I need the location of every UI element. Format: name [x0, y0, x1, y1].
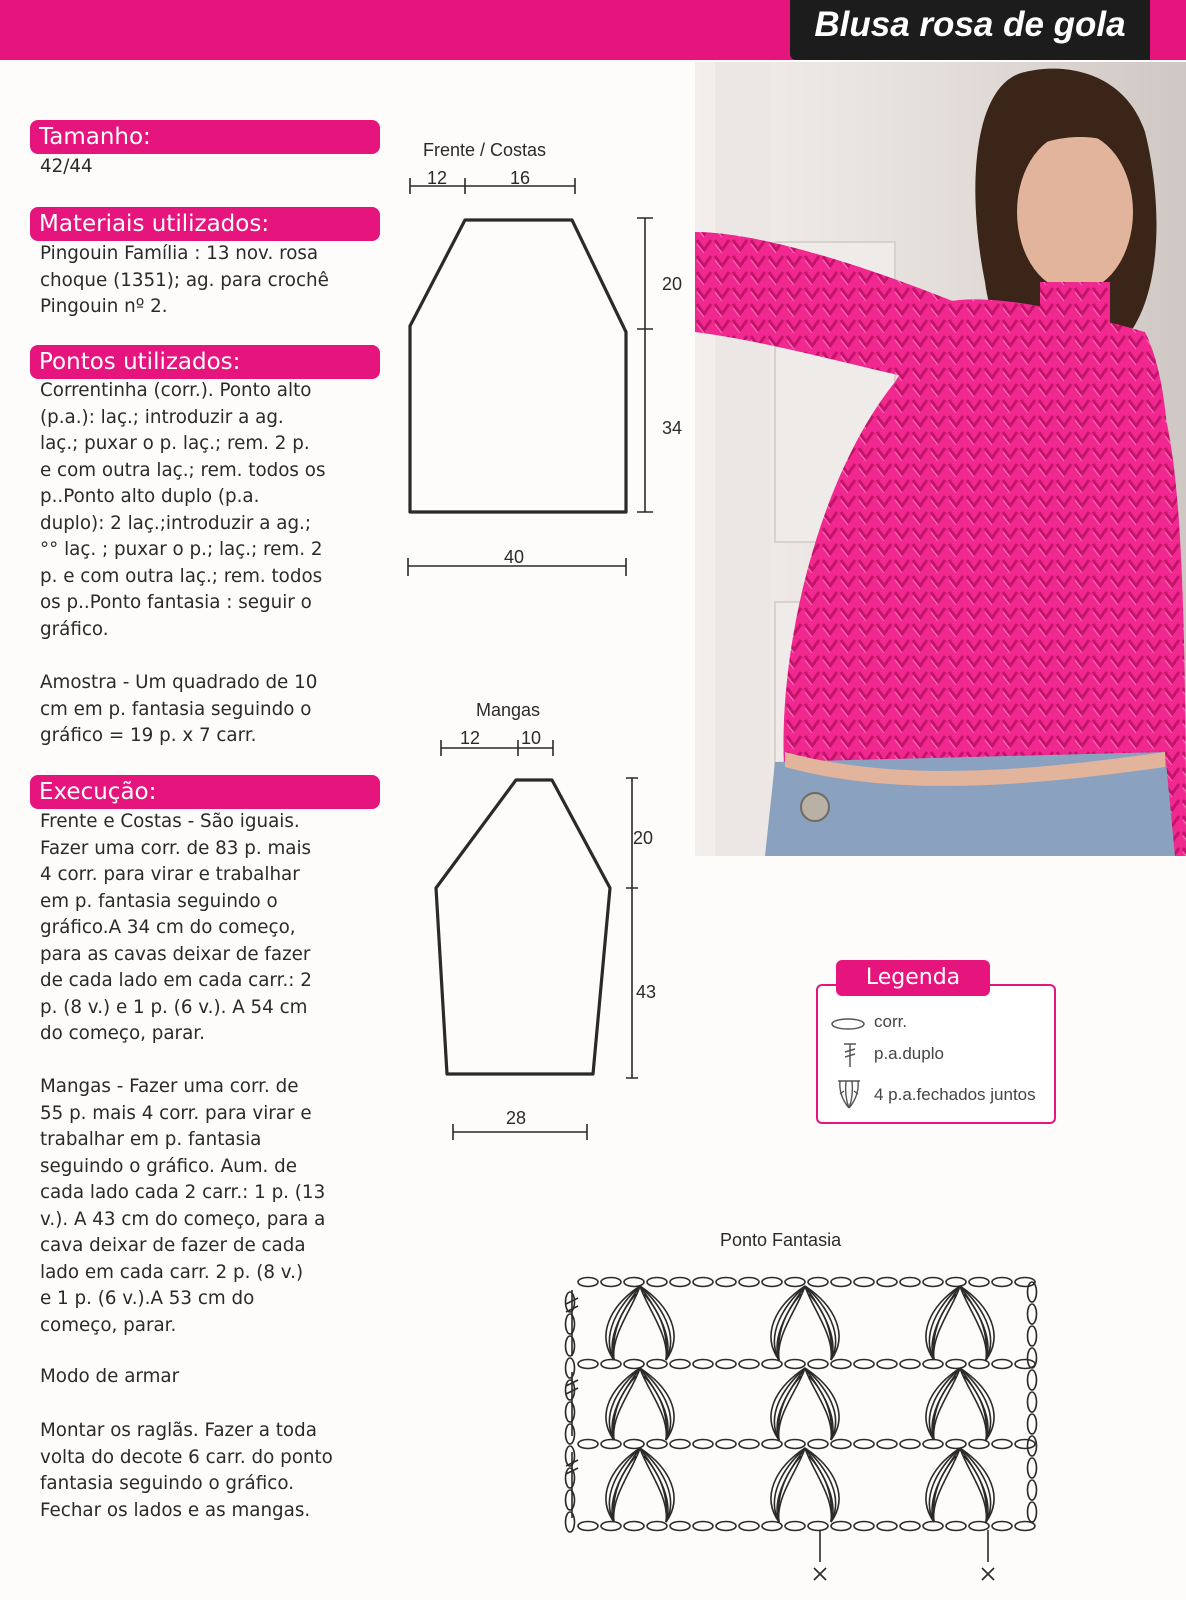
- chain-stitch: [624, 1440, 644, 1449]
- chain-stitch: [1015, 1360, 1035, 1369]
- chain-stitch: [647, 1360, 667, 1369]
- chain-stitch: [647, 1278, 667, 1287]
- pontos-text: Correntinha (corr.). Ponto alto (p.a.): laç.; introduzir a ag. laç.; puxar o p. laç.; rem. 2 p. e com outra laç.; rem. todos os p..Ponto alto duplo (p.a. duplo): 2 laç.;introduzir a ag.; °° laç. ; puxar o p.; laç.; rem. 2 p. e com outra laç.; rem. todos os p..Ponto fantasia : seguir o gráfico.: [40, 380, 326, 640]
- chain-stitch: [877, 1522, 897, 1531]
- chain-stitch: [877, 1278, 897, 1287]
- sleeve-top-left-measure: 12: [460, 728, 481, 748]
- chain-stitch: [969, 1278, 989, 1287]
- chain-stitch: [566, 1512, 575, 1532]
- chain-stitch: [716, 1360, 736, 1369]
- front-back-outline: [410, 220, 626, 512]
- chain-stitch: [601, 1522, 621, 1531]
- section-label-materiais: Materiais utilizados:: [30, 207, 380, 241]
- tamanho-text: 42/44: [40, 156, 93, 177]
- chain-icon: [828, 1016, 868, 1032]
- chain-stitch: [762, 1360, 782, 1369]
- chain-stitch: [1028, 1392, 1037, 1412]
- chain-stitch: [566, 1358, 575, 1378]
- chain-stitch: [566, 1424, 575, 1444]
- chain-stitch: [670, 1440, 690, 1449]
- section-label-execucao: Execução:: [30, 775, 380, 809]
- chain-stitch: [624, 1360, 644, 1369]
- chain-stitch: [601, 1440, 621, 1449]
- chain-stitch: [854, 1278, 874, 1287]
- chain-stitch: [900, 1278, 920, 1287]
- stitch-chart-title: Ponto Fantasia: [720, 1230, 842, 1250]
- chain-stitch: [831, 1522, 851, 1531]
- chain-stitch: [992, 1440, 1012, 1449]
- chain-stitch: [566, 1336, 575, 1356]
- chain-stitch: [670, 1360, 690, 1369]
- sleeve-lower-height: 43: [636, 982, 657, 1002]
- front-back-schematic: [0, 0, 700, 600]
- chain-stitch: [923, 1440, 943, 1449]
- legend-label-chain: corr.: [874, 1012, 908, 1031]
- materiais-text: Pingouin Família : 13 nov. rosa choque (1351); ag. para crochê Pingouin nº 2.: [40, 243, 329, 317]
- chain-stitch: [1028, 1370, 1037, 1390]
- chain-stitch: [854, 1360, 874, 1369]
- chain-stitch: [716, 1440, 736, 1449]
- chain-stitch: [992, 1278, 1012, 1287]
- chain-stitch: [992, 1522, 1012, 1531]
- chain-stitch: [923, 1278, 943, 1287]
- section-label-pontos: Pontos utilizados:: [30, 345, 380, 379]
- chain-stitch: [1028, 1348, 1037, 1368]
- frente-text: Frente e Costas - São iguais. Fazer uma corr. de 83 p. mais 4 corr. para virar e trabalhar em p. fantasia seguindo o gráfico.A 34 cm do começo, para as cavas deixar de fazer de cada lado em cada carr.: 2 p. (8 v.) e 1 p. (6 v.). A 54 cm do começo, parar.: [40, 811, 312, 1044]
- chain-stitch: [877, 1360, 897, 1369]
- chain-stitch: [624, 1278, 644, 1287]
- chain-stitch: [624, 1522, 644, 1531]
- chain-stitch: [716, 1278, 736, 1287]
- sleeve-diagram-title: Mangas: [476, 700, 541, 720]
- chain-stitch: [1028, 1458, 1037, 1478]
- chain-stitch: [1028, 1502, 1037, 1522]
- chain-stitch: [578, 1522, 598, 1531]
- chain-stitch: [739, 1440, 759, 1449]
- front-lower-height: 34: [662, 418, 683, 438]
- chain-stitch: [946, 1440, 966, 1449]
- chain-stitch: [739, 1278, 759, 1287]
- chain-stitch: [785, 1360, 805, 1369]
- chain-stitch: [808, 1278, 828, 1287]
- chain-stitch: [900, 1440, 920, 1449]
- chain-stitch: [762, 1278, 782, 1287]
- chain-stitch: [578, 1278, 598, 1287]
- montar-text: Montar os raglãs. Fazer a toda volta do decote 6 carr. do ponto fantasia seguindo o gráfico. Fechar os lados e as mangas.: [40, 1420, 333, 1521]
- chain-stitch: [693, 1360, 713, 1369]
- chain-stitch: [831, 1440, 851, 1449]
- chain-stitch: [808, 1522, 828, 1531]
- chain-stitch: [1028, 1326, 1037, 1346]
- sleeve-schematic: [0, 700, 700, 1160]
- title-box: [790, 0, 1150, 60]
- front-top-right-measure: 16: [510, 168, 531, 188]
- chain-stitch: [969, 1522, 989, 1531]
- double-treble-icon: [840, 1042, 860, 1068]
- chain-stitch: [578, 1360, 598, 1369]
- model-photo: [695, 62, 1186, 856]
- chain-stitch: [969, 1360, 989, 1369]
- chain-stitch: [601, 1360, 621, 1369]
- chain-stitch: [877, 1440, 897, 1449]
- front-width-measure: 40: [504, 547, 525, 567]
- chain-stitch: [716, 1522, 736, 1531]
- chain-stitch: [854, 1440, 874, 1449]
- sleeve-top-right-measure: 10: [521, 728, 542, 748]
- page-title: Blusa rosa de gola: [814, 5, 1126, 44]
- chain-stitch: [566, 1402, 575, 1422]
- chain-stitch: [785, 1440, 805, 1449]
- sleeve-width-measure: 28: [506, 1108, 527, 1128]
- chain-stitch: [670, 1522, 690, 1531]
- modo-text: Modo de armar: [40, 1366, 180, 1387]
- amostra-text: Amostra - Um quadrado de 10 cm em p. fantasia seguindo o gráfico = 19 p. x 7 carr.: [40, 672, 318, 746]
- chain-stitch: [670, 1278, 690, 1287]
- chain-stitch: [992, 1360, 1012, 1369]
- sleeve-upper-height: 20: [633, 828, 654, 848]
- chain-stitch: [578, 1440, 598, 1449]
- chain-stitch: [808, 1360, 828, 1369]
- chain-stitch: [1028, 1304, 1037, 1324]
- chain-stitch: [1028, 1480, 1037, 1500]
- chain-stitch: [969, 1440, 989, 1449]
- chain-stitch: [693, 1522, 713, 1531]
- chain-stitch: [1015, 1440, 1035, 1449]
- chain-stitch: [785, 1278, 805, 1287]
- chain-stitch: [1015, 1522, 1035, 1531]
- chain-stitch: [647, 1440, 667, 1449]
- cluster-icon: [832, 1078, 866, 1110]
- legend-title: Legenda: [836, 960, 990, 996]
- front-diagram-title: Frente / Costas: [423, 140, 547, 160]
- legend-label-double-treble: p.a.duplo: [874, 1044, 944, 1063]
- chain-stitch: [946, 1278, 966, 1287]
- stitch-chart: [560, 1272, 1060, 1592]
- chain-stitch: [566, 1490, 575, 1510]
- chain-stitch: [762, 1522, 782, 1531]
- chain-stitch: [808, 1440, 828, 1449]
- chain-stitch: [900, 1522, 920, 1531]
- chain-stitch: [739, 1522, 759, 1531]
- mangas-text: Mangas - Fazer uma corr. de 55 p. mais 4 corr. para virar e trabalhar em p. fantasia seguindo o gráfico. Aum. de cada lado cada 2 carr.: 1 p. (13 v.). A 43 cm do começo, para a cava deixar de fazer de cada lado em cada carr. 2 p. (8 v.) e 1 p. (6 v.).A 53 cm do começo, parar.: [40, 1076, 326, 1336]
- chain-stitch: [946, 1360, 966, 1369]
- front-upper-height: 20: [662, 274, 683, 294]
- chain-stitch: [1028, 1414, 1037, 1434]
- chain-stitch: [831, 1278, 851, 1287]
- double-treble-stitch: [566, 1290, 578, 1356]
- sleeve-outline: [436, 780, 610, 1074]
- chain-stitch: [854, 1522, 874, 1531]
- chain-stitch: [693, 1440, 713, 1449]
- chain-stitch: [923, 1522, 943, 1531]
- start-marker: [814, 1530, 826, 1580]
- chain-stitch: [566, 1314, 575, 1334]
- section-label-tamanho: Tamanho:: [30, 120, 380, 154]
- front-top-left-measure: 12: [427, 168, 448, 188]
- chain-stitch: [831, 1360, 851, 1369]
- chain-stitch: [693, 1278, 713, 1287]
- chain-stitch: [923, 1360, 943, 1369]
- chain-stitch: [762, 1440, 782, 1449]
- chain-stitch: [785, 1522, 805, 1531]
- legend-label-cluster: 4 p.a.fechados juntos: [874, 1085, 1036, 1104]
- chain-stitch: [1028, 1436, 1037, 1456]
- start-marker: [982, 1530, 994, 1580]
- chain-stitch: [647, 1522, 667, 1531]
- chain-stitch: [739, 1360, 759, 1369]
- chain-stitch: [946, 1522, 966, 1531]
- chain-stitch: [601, 1278, 621, 1287]
- chain-stitch: [900, 1360, 920, 1369]
